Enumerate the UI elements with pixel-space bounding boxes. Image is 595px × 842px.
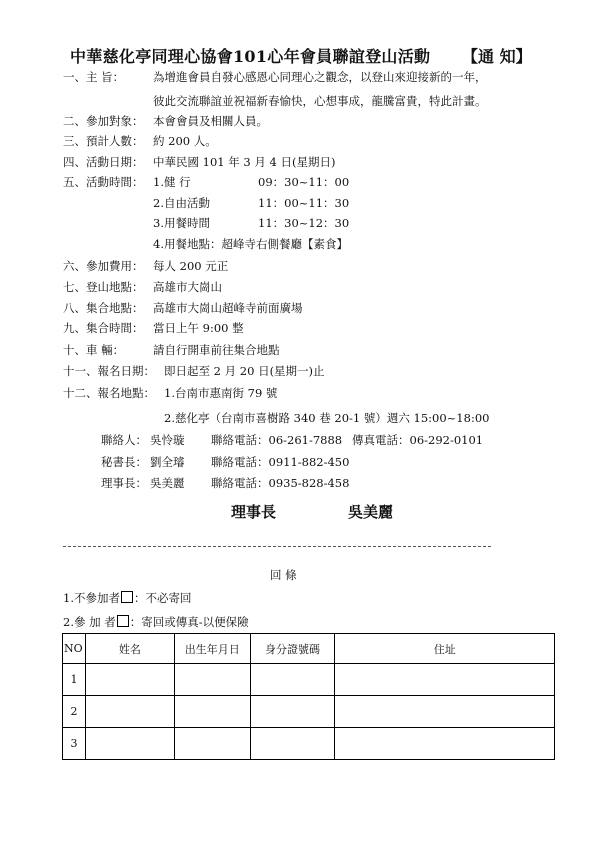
item-meeting-time-text: 當日上午 9:00 整	[153, 321, 244, 335]
contact-phone: 聯絡電話：06-261-7888	[211, 433, 343, 447]
item-purpose-text: 為增進會員自發心感恩心同理心之觀念，以登山來迎接新的一年，	[153, 70, 487, 84]
column-header-no: NO	[63, 634, 86, 664]
schedule-item: 3.用餐時間	[153, 216, 210, 230]
item-signup-date-text: 即日起至 2 月 20 日(星期一)止	[164, 364, 325, 378]
notice-label: 【通 知】	[462, 47, 532, 66]
item-participants-text: 本會會員及相關人員。	[153, 114, 268, 128]
contact-name: 劉全璿	[150, 455, 185, 469]
absent-checkbox[interactable]	[121, 591, 133, 603]
name-cell[interactable]	[85, 696, 174, 728]
reply-option-absent-note: ：不必寄回	[133, 591, 192, 605]
item-vehicle-label: 十、車 輛：	[63, 343, 125, 357]
reply-heading: 回 條	[270, 568, 297, 582]
item-date-text: 中華民國 101 年 3 月 4 日(星期日)	[153, 155, 336, 169]
signature-title: 理事長	[231, 503, 277, 521]
contact-phone: 聯絡電話：0935-828-458	[211, 476, 350, 490]
column-header-address: 住址	[335, 634, 555, 664]
birthdate-cell[interactable]	[174, 696, 250, 728]
schedule-time: 11：30~12：30	[258, 216, 350, 230]
item-meeting-place-text: 高雄市大崗山超峰寺前面廣場	[153, 301, 303, 315]
schedule-item: 1.健 行	[153, 175, 191, 189]
id-number-cell[interactable]	[250, 728, 335, 760]
column-header-id-number: 身分證號碼	[250, 634, 335, 664]
birthdate-cell[interactable]	[174, 728, 250, 760]
reply-option-attend-label: 2.參 加 者	[63, 615, 116, 629]
address-cell[interactable]	[335, 696, 555, 728]
contact-role: 理事長：	[101, 476, 147, 490]
item-signup-place-label: 十二、報名地點：	[63, 386, 155, 400]
item-signup-place-2: 2.慈化亭（台南市喜樹路 340 巷 20-1 號）週六 15:00~18:00	[164, 411, 490, 425]
address-cell[interactable]	[335, 664, 555, 696]
item-purpose-text-cont: 彼此交流聯誼並祝福新春愉快，心想事成，龍騰富貴，特此計畫。	[153, 94, 487, 108]
item-headcount-text: 約 200 人。	[153, 134, 217, 148]
table-header-row	[63, 634, 555, 664]
row-number: 1	[63, 664, 86, 696]
table-row	[63, 696, 555, 728]
item-date-label: 四、活動日期：	[63, 155, 144, 169]
id-number-cell[interactable]	[250, 696, 335, 728]
reply-option-attend-note: ：寄回或傳真-以便保險	[129, 615, 249, 629]
row-number: 3	[63, 728, 86, 760]
column-header-birthdate: 出生年月日	[174, 634, 250, 664]
id-number-cell[interactable]	[250, 664, 335, 696]
reply-table	[62, 633, 555, 760]
contact-role: 秘書長：	[101, 455, 147, 469]
column-header-name: 姓名	[85, 634, 174, 664]
reply-option-absent	[63, 591, 191, 605]
name-cell[interactable]	[85, 728, 174, 760]
item-signup-place-text: 1.台南市惠南街 79 號	[164, 386, 278, 400]
lunch-place: 4.用餐地點：超峰寺右側餐廳【素食】	[153, 237, 348, 251]
contact-role: 聯絡人：	[101, 433, 147, 447]
table-row	[63, 664, 555, 696]
attend-checkbox[interactable]	[117, 615, 129, 627]
item-location-text: 高雄市大崗山	[153, 280, 222, 294]
schedule-label: 五、活動時間：	[63, 175, 144, 189]
address-cell[interactable]	[335, 728, 555, 760]
item-purpose-label: 一、主 旨：	[63, 70, 125, 84]
contact-fax: 傳真電話：06-292-0101	[352, 433, 484, 447]
item-meeting-place-label: 八、集合地點：	[63, 301, 144, 315]
contact-name: 吳美麗	[150, 476, 185, 490]
item-fee-label: 六、參加費用：	[63, 259, 144, 273]
birthdate-cell[interactable]	[174, 664, 250, 696]
item-meeting-time-label: 九、集合時間：	[63, 321, 144, 335]
reply-option-absent-label: 1.不參加者	[63, 591, 120, 605]
table-row	[63, 728, 555, 760]
row-number: 2	[63, 696, 86, 728]
item-signup-date-label: 十一、報名日期：	[63, 364, 155, 378]
item-vehicle-text: 請自行開車前往集合地點	[153, 343, 280, 357]
schedule-time: 09：30~11：00	[258, 175, 350, 189]
name-cell[interactable]	[85, 664, 174, 696]
signature-name: 吳美麗	[348, 503, 394, 521]
item-location-label: 七、登山地點：	[63, 280, 144, 294]
item-headcount-label: 三、預計人數：	[63, 134, 144, 148]
contact-name: 吳怜璇	[150, 433, 185, 447]
schedule-item: 2.自由活動	[153, 196, 210, 210]
schedule-time: 11：00~11：30	[258, 196, 350, 210]
contact-phone: 聯絡電話：0911-882-450	[211, 455, 350, 469]
document-title: 中華慈化亭同理心協會101心年會員聯誼登山活動	[70, 47, 431, 66]
reply-option-attend	[63, 615, 249, 629]
item-participants-label: 二、參加對象：	[63, 114, 144, 128]
item-fee-text: 每人 200 元正	[153, 259, 229, 273]
cut-line	[63, 546, 491, 547]
